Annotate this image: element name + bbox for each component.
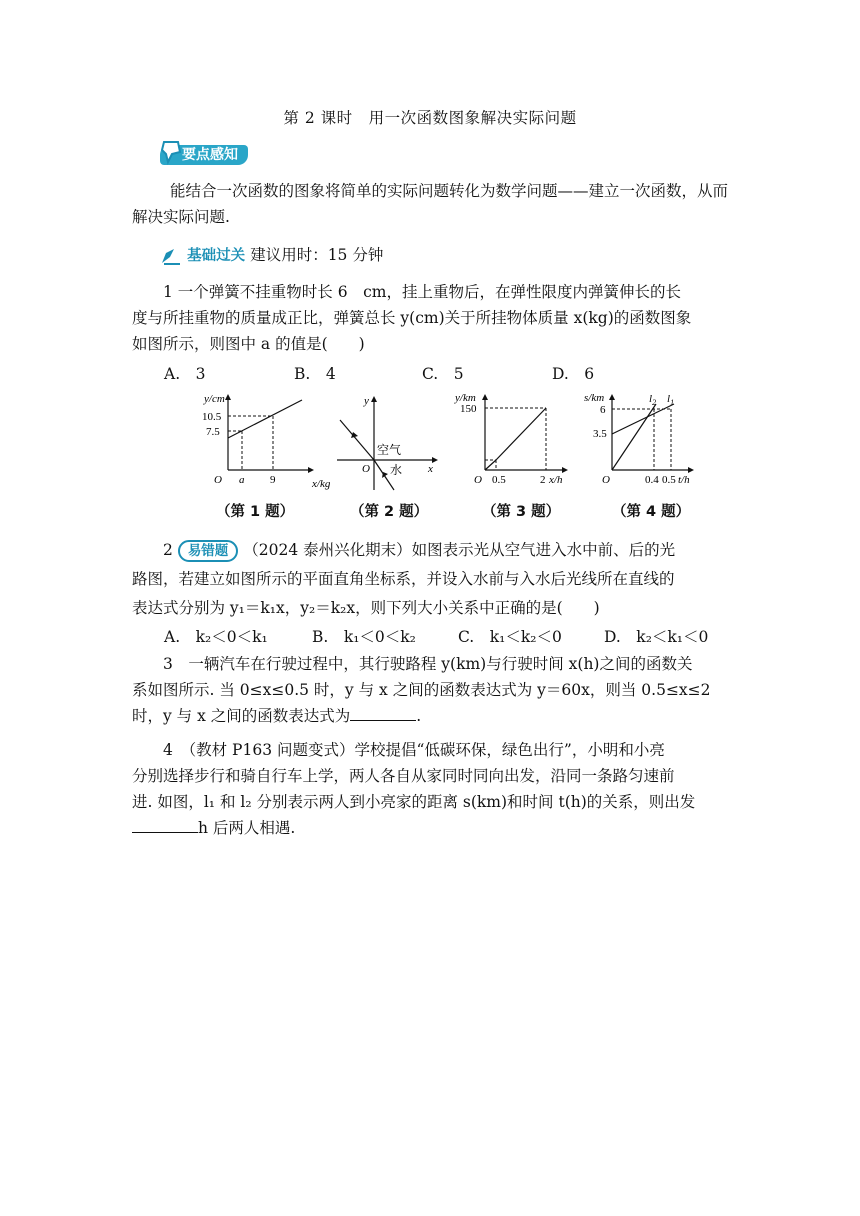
q2-option-d: D. k₂＜k₁＜0 [604,628,709,646]
q4-answer-blank[interactable] [132,818,198,833]
figure-1 [190,390,330,495]
f2-water-label: 水 [390,463,403,477]
q4-line2: 分别选择步行和骑自行车上学，两人各自从家同时同向出发，沿同一条路匀速前 [132,767,675,785]
q1-option-c: C. 5 [422,365,464,383]
f4-origin: O [602,474,610,486]
figure-4 [582,390,712,495]
f2-y-label: y [364,395,369,407]
section-basic [160,242,383,268]
caption-fig4: （第 4 题） [612,504,691,520]
f3-y-label: y/km [455,392,476,404]
q3-line2: 系如图所示. 当 0≤x≤0.5 时，y 与 x 之间的函数表达式为 y＝60x，则当 0.5≤x≤2 [132,681,711,699]
q1-option-b: B. 4 [294,365,336,383]
section-basic-label: 基础过关 [187,248,246,264]
figure-3 [450,390,580,495]
pencil-icon [160,247,182,265]
q3-line3-text: 时，y 与 x 之间的函数表达式为 [132,707,351,725]
f4-y-label: s/km [584,392,605,404]
q2-number: 2 [163,541,173,559]
f4-tick-x1: 0.4 [645,474,659,486]
q2-line1 [163,537,675,563]
figure-2 [332,390,442,495]
f3-tick-x2: 2 [540,474,546,486]
f4-tick-x2: 0.5 [662,474,676,486]
q3-line3 [132,703,421,729]
caption-fig1: （第 1 题） [216,504,295,520]
f1-x-label: x/kg [312,478,330,490]
f3-tick-x1: 0.5 [492,474,506,486]
f2-air-label: 空气 [377,443,402,457]
f1-tick-x1: a [239,474,245,486]
f4-tick-y1: 6 [600,404,606,416]
q2-tag: 易错题 [178,540,239,562]
f1-tick-y2: 7.5 [206,426,220,438]
q4-line1: 4 （教材 P163 问题变式）学校提倡“低碳环保，绿色出行”，小明和小亮 [163,741,665,759]
f4-l2-label: $l_2$ [649,393,657,407]
section-key-label: 要点感知 [160,145,248,165]
q4-line4-text: h 后两人相遇. [198,819,296,837]
q2-line2: 路图，若建立如图所示的平面直角坐标系，并设入水前与入水后光线所在直线的 [132,570,675,588]
q1-option-a: A. 3 [164,365,206,383]
q4-line3: 进. 如图，l₁ 和 l₂ 分别表示两人到小亮家的距离 s(km)和时间 t(h)的关系，则出发 [132,793,696,811]
q2-option-b: B. k₁＜0＜k₂ [312,628,416,646]
f2-x-label: x [428,463,433,475]
f4-tick-y2: 3.5 [593,428,607,440]
f3-x-label: x/h [549,474,563,486]
f2-origin: O [362,463,370,475]
q2-line3: 表达式分别为 y₁＝k₁x，y₂＝k₂x，则下列大小关系中正确的是( ) [132,599,600,617]
q1-option-d: D. 6 [552,365,595,383]
time-hint: 建议用时：15 分钟 [250,246,384,264]
q1-line3: 如图所示，则图中 a 的值是( ) [132,335,365,353]
intro-text: 能结合一次函数的图象将简单的实际问题转化为数学问题——建立一次函数，从而解决实际问题. [132,182,729,226]
lesson-title: 第 2 课时 用一次函数图象解决实际问题 [283,109,577,127]
f1-origin: O [214,474,222,486]
f3-origin: O [474,474,482,486]
f1-y-label: y/cm [204,393,225,405]
caption-fig3: （第 3 题） [482,504,561,520]
pin-icon [158,138,186,166]
q3-end: . [416,707,422,725]
q1-line1: 1 一个弹簧不挂重物时长 6 cm，挂上重物后，在弹性限度内弹簧伸长的长 [163,283,681,301]
q4-line4 [132,815,295,841]
q1-line2: 度与所挂重物的质量成正比，弹簧总长 y(cm)关于所挂物体质量 x(kg)的函数图象 [132,309,692,327]
f1-tick-x2: 9 [270,474,276,486]
f3-tick-y: 150 [460,403,477,415]
caption-fig2: （第 2 题） [350,504,429,520]
f4-l1-label: $l_1$ [667,393,675,407]
q2-source: （2024 泰州兴化期末）如图表示光从空气进入水中前、后的光 [243,541,676,559]
section-key-badge [160,144,248,164]
q3-answer-blank[interactable] [350,706,416,721]
f1-tick-y1: 10.5 [202,411,222,423]
q2-option-c: C. k₁＜k₂＜0 [458,628,562,646]
f4-x-label: t/h [678,474,690,486]
q2-option-a: A. k₂＜0＜k₁ [164,628,268,646]
q3-line1: 3 一辆汽车在行驶过程中，其行驶路程 y(km)与行驶时间 x(h)之间的函数关 [163,655,693,673]
